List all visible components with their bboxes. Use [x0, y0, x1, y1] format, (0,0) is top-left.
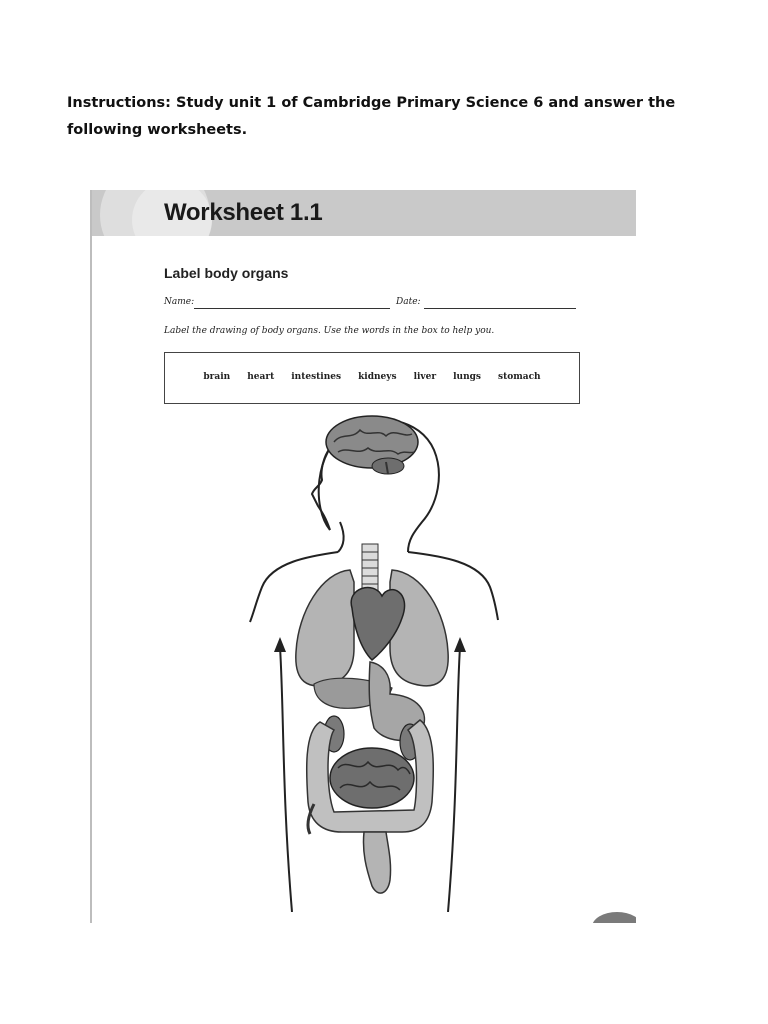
name-date-row — [164, 297, 584, 311]
labeling-instruction: Label the drawing of body organs. Use the words in the box to help you. — [164, 326, 495, 336]
word-stomach: stomach — [498, 372, 541, 382]
name-field-line[interactable] — [194, 308, 390, 309]
worksheet-banner — [92, 190, 636, 236]
trachea-illustration — [362, 544, 378, 592]
right-lung-illustration — [390, 570, 448, 686]
right-torso — [448, 647, 460, 912]
right-arm-arrow — [454, 637, 466, 652]
word-intestines: intestines — [291, 372, 342, 382]
left-arm-arrow — [274, 637, 286, 652]
neck-left — [338, 522, 344, 552]
word-bank-list — [165, 372, 579, 382]
word-lungs: lungs — [453, 372, 481, 382]
worksheet-title: Worksheet 1.1 — [164, 199, 323, 226]
left-torso — [280, 647, 292, 912]
rectum-illustration — [363, 832, 390, 893]
instructions-text: Instructions: Study unit 1 of Cambridge Primary Science 6 and answer the following worksheets. — [67, 95, 676, 138]
word-bank-box — [164, 352, 580, 404]
word-brain: brain — [203, 372, 231, 382]
small-intestine-illustration — [330, 748, 414, 808]
word-kidneys: kidneys — [358, 372, 397, 382]
body-organs-diagram — [242, 412, 512, 912]
name-label: Name: — [164, 297, 195, 307]
brain-illustration — [326, 416, 418, 474]
date-label: Date: — [396, 297, 421, 307]
left-lung-illustration — [296, 570, 354, 686]
worksheet-page — [90, 190, 636, 923]
word-heart: heart — [247, 372, 275, 382]
face-profile — [312, 448, 330, 530]
worksheet-subtitle: Label body organs — [164, 265, 289, 281]
date-field-line[interactable] — [424, 308, 576, 309]
word-liver: liver — [413, 372, 437, 382]
page-corner-decoration — [592, 912, 636, 923]
